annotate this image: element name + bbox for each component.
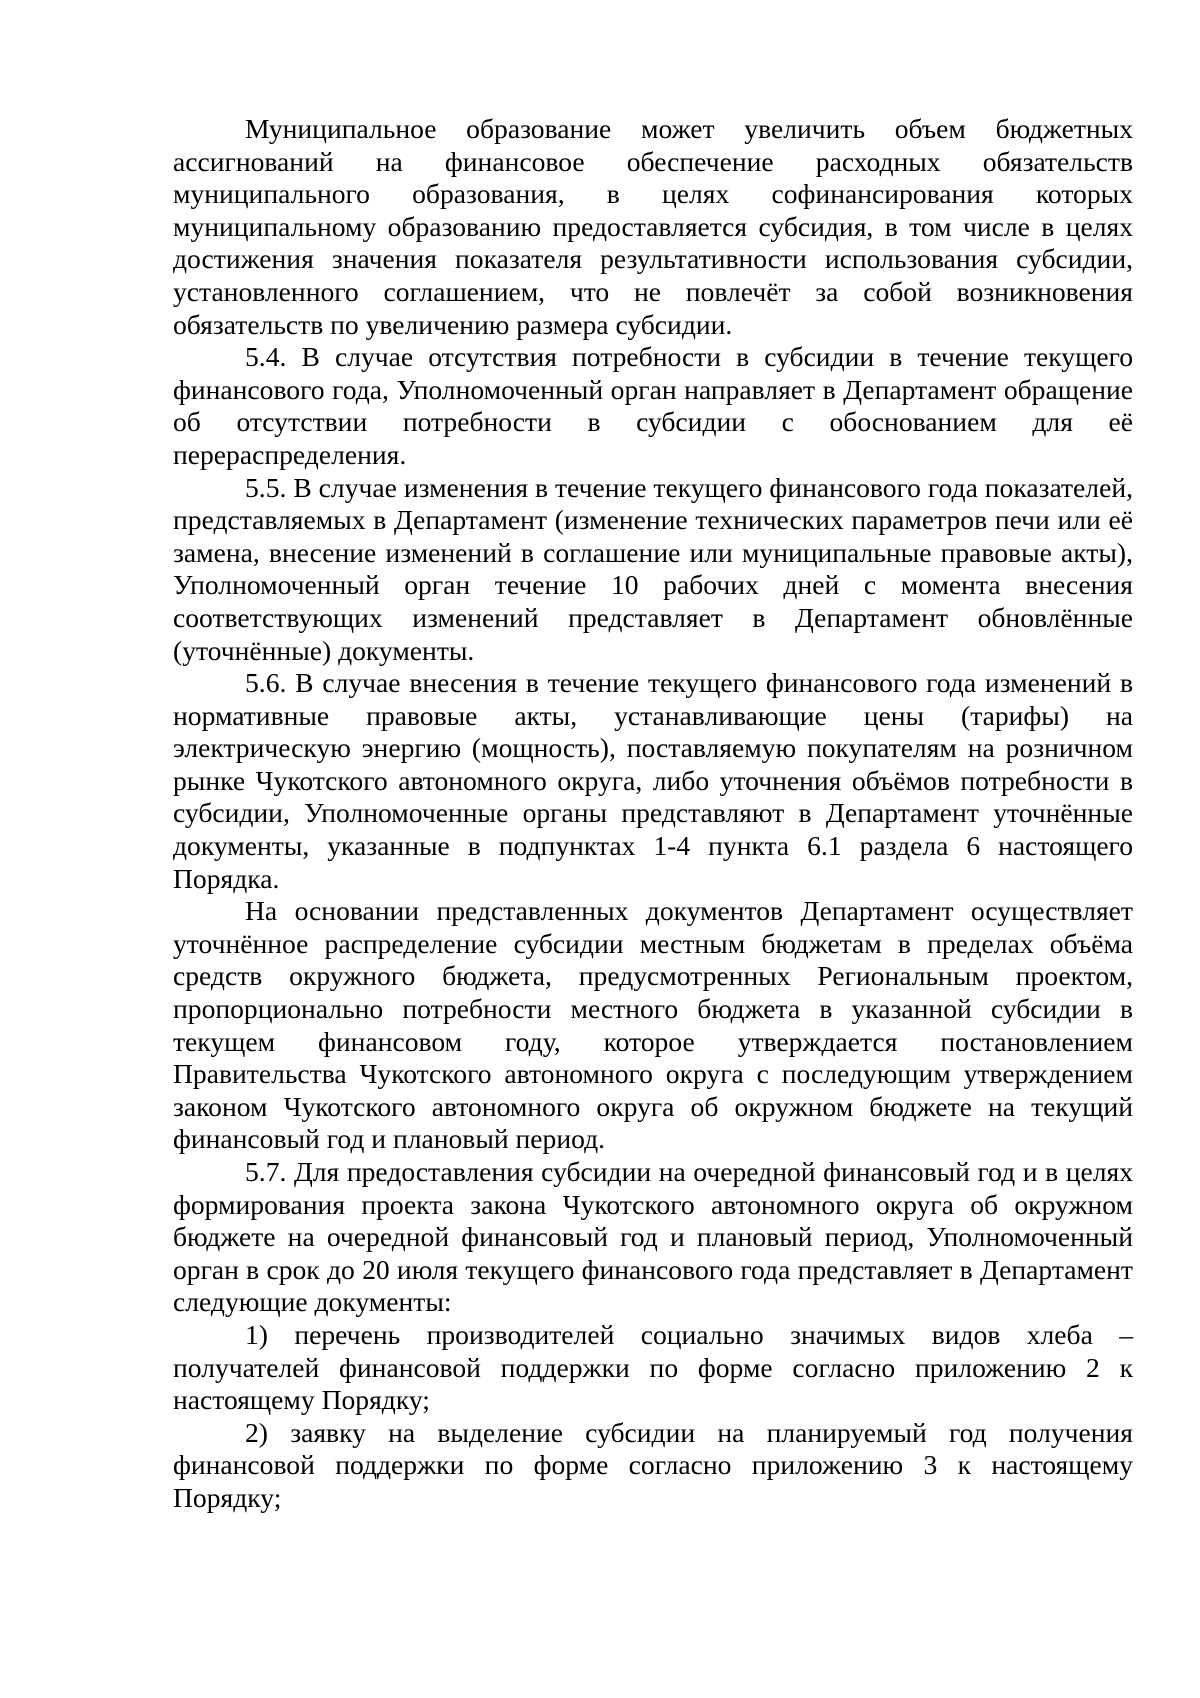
paragraph-budget-increase: Муниципальное образование может увеличить объем бюджетных ассигнований на финансовое обеспечение расходных обязательств муниципального образования, в целях софинансирования которых муниципальному образованию предоставляется субсидия, в том числе в целях достижения значения показателя результативности использования субсидии, установленного соглашением, что не повлечёт за собой возникновения обязательств по увеличению размера субсидии. [173,113,1133,340]
list-item-1: 1) перечень производителей социально значимых видов хлеба – получателей финансовой поддержки по форме согласно приложению 2 к настоящему Порядку; [173,1318,1133,1416]
document-page [173,113,1133,1515]
paragraph-5-6: 5.6. В случае внесения в течение текущего финансового года изменений в нормативные правовые акты, устанавливающие цены (тарифы) на электрическую энергию (мощность), поставляемую покупателям на розничном рынке Чукотского автономного округа, либо уточнения объёмов потребности в субсидии, Уполномоченные органы представляют в Департамент уточнённые документы, указанные в подпунктах 1-4 пункта 6.1 раздела 6 настоящего Порядка. [173,667,1133,894]
paragraph-5-7: 5.7. Для предоставления субсидии на очередной финансовый год и в целях формирования проекта закона Чукотского автономного округа об окружном бюджете на очередной финансовый год и плановый период, Уполномоченный орган в срок до 20 июля текущего финансового года представляет в Департамент следующие документы: [173,1156,1133,1318]
paragraph-redistribution: На основании представленных документов Департамент осуществляет уточнённое распределение субсидии местным бюджетам в пределах объёма средств окружного бюджета, предусмотренных Региональным проектом, пропорционально потребности местного бюджета в указанной субсидии в текущем финансовом году, которое утверждается постановлением Правительства Чукотского автономного округа с последующим утверждением законом Чукотского автономного округа об окружном бюджете на текущий финансовый год и плановый период. [173,895,1133,1155]
paragraph-5-4: 5.4. В случае отсутствия потребности в субсидии в течение текущего финансового года, Уполномоченный орган направляет в Департамент обращение об отсутствии потребности в субсидии с обоснованием для её перераспределения. [173,341,1133,470]
paragraph-5-5: 5.5. В случае изменения в течение текущего финансового года показателей, представляемых в Департамент (изменение технических параметров печи или её замена, внесение изменений в соглашение или муниципальные правовые акты), Уполномоченный орган течение 10 рабочих дней с момента внесения соответствующих изменений представляет в Департамент обновлённые (уточнённые) документы. [173,471,1133,666]
list-item-2: 2) заявку на выделение субсидии на планируемый год получения финансовой поддержки по форме согласно приложению 3 к настоящему Порядку; [173,1416,1133,1513]
